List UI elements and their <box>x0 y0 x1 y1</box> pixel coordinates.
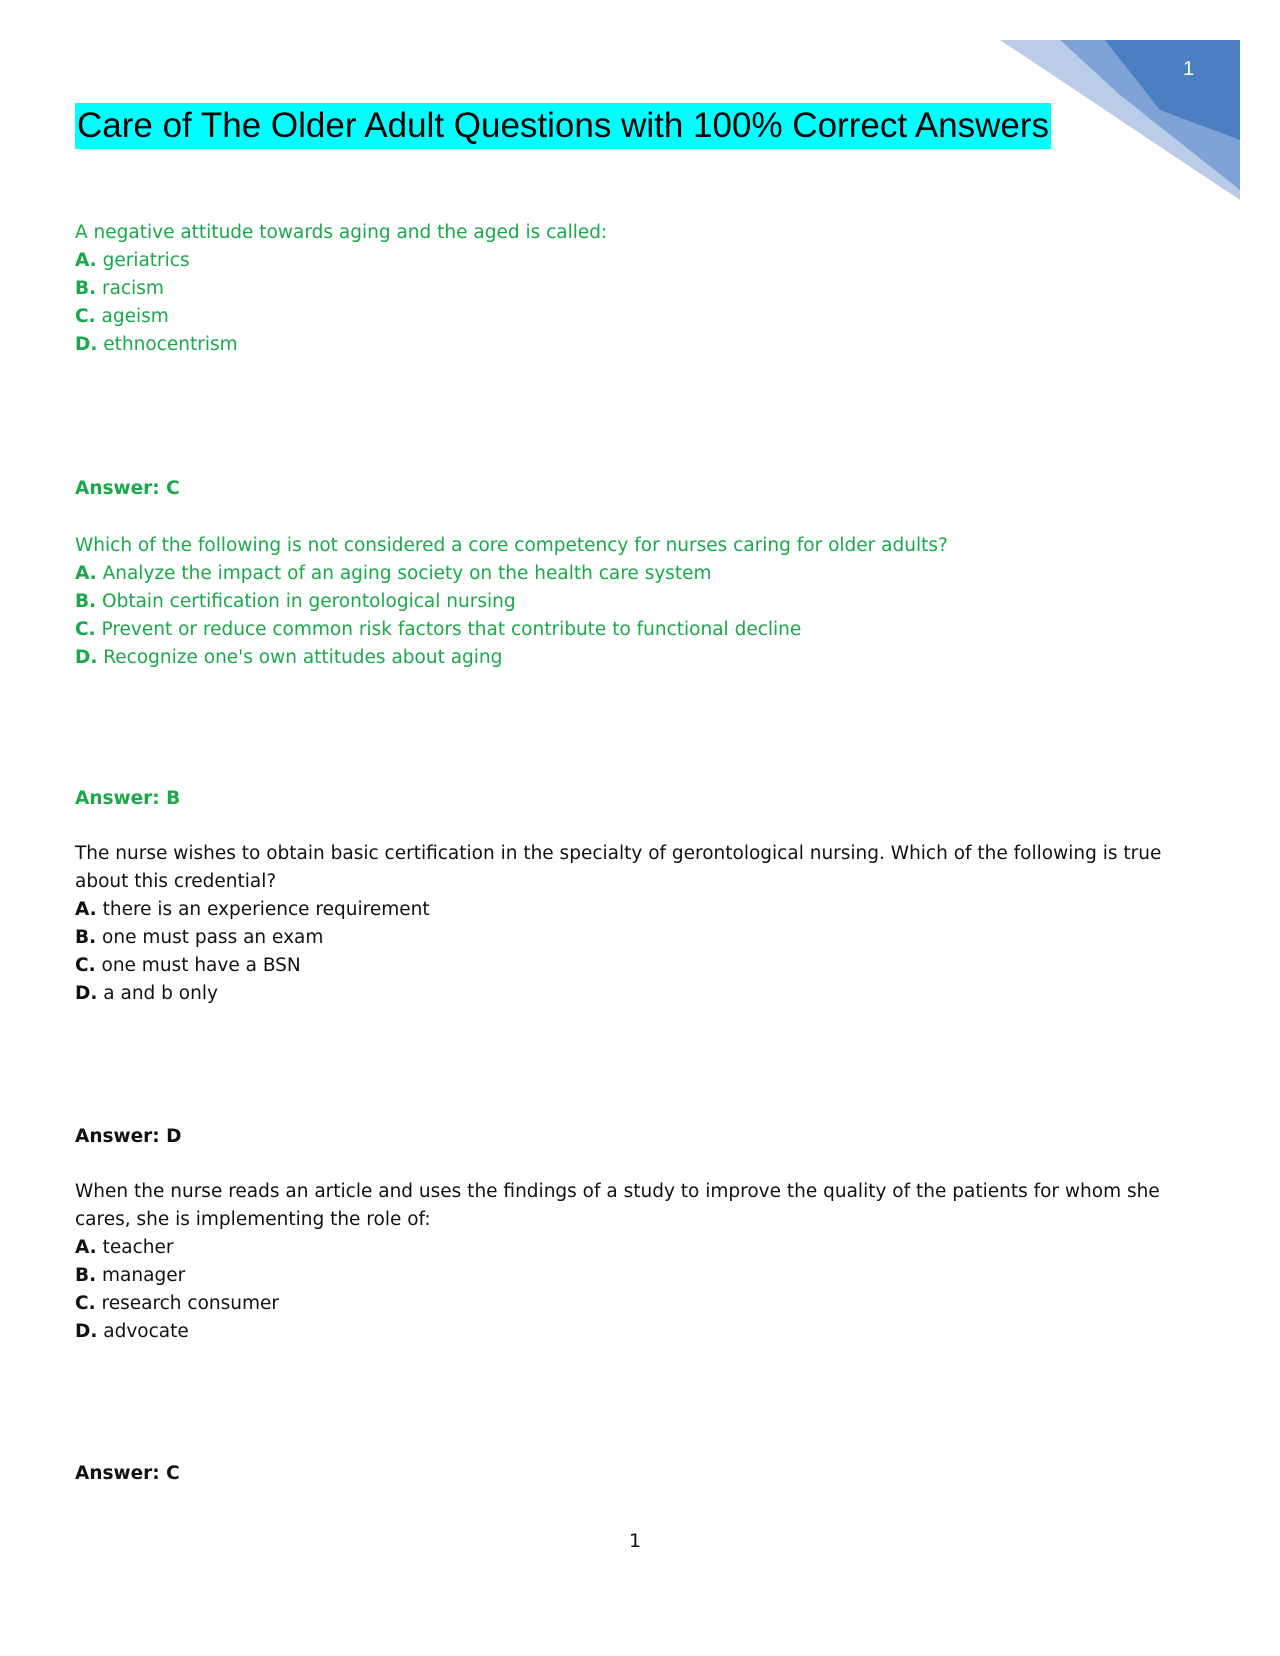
question-block-2 <box>75 532 1185 672</box>
question-text: The nurse wishes to obtain basic certification in the specialty of gerontological nursing. Which of the following is true about this credential? <box>75 843 1162 892</box>
answer-4: Answer: C <box>75 1463 180 1484</box>
question-text: A negative attitude towards aging and the aged is called: <box>75 222 608 243</box>
document-title: Care of The Older Adult Questions with 100% Correct Answers <box>75 103 1051 149</box>
option-a: A. geriatrics <box>75 250 190 271</box>
option-c: C. research consumer <box>75 1293 280 1314</box>
option-c: C. Prevent or reduce common risk factors that contribute to functional decline <box>75 619 802 640</box>
option-d: D. ethnocentrism <box>75 334 238 355</box>
corner-page-number: 1 <box>1183 58 1195 80</box>
question-block-3 <box>75 840 1185 1008</box>
question-block-4 <box>75 1178 1185 1346</box>
option-a: A. Analyze the impact of an aging society on the health care system <box>75 563 712 584</box>
option-b: B. racism <box>75 278 164 299</box>
option-c: C. ageism <box>75 306 169 327</box>
option-b: B. Obtain certification in gerontological nursing <box>75 591 516 612</box>
option-d: D. Recognize one's own attitudes about aging <box>75 647 503 668</box>
option-c: C. one must have a BSN <box>75 955 301 976</box>
option-a: A. there is an experience requirement <box>75 899 430 920</box>
option-d: D. advocate <box>75 1321 189 1342</box>
answer-1: Answer: C <box>75 478 180 499</box>
option-d: D. a and b only <box>75 983 218 1004</box>
question-block-1 <box>75 219 1185 359</box>
option-b: B. manager <box>75 1265 186 1286</box>
footer-page-number: 1 <box>628 1530 642 1552</box>
option-b: B. one must pass an exam <box>75 927 324 948</box>
answer-2: Answer: B <box>75 788 181 809</box>
answer-3: Answer: D <box>75 1126 182 1147</box>
question-text: When the nurse reads an article and uses the findings of a study to improve the quality of the patients for whom she cares, she is implementing the role of: <box>75 1181 1160 1230</box>
question-text: Which of the following is not considered a core competency for nurses caring for older adults? <box>75 535 948 556</box>
option-a: A. teacher <box>75 1237 174 1258</box>
